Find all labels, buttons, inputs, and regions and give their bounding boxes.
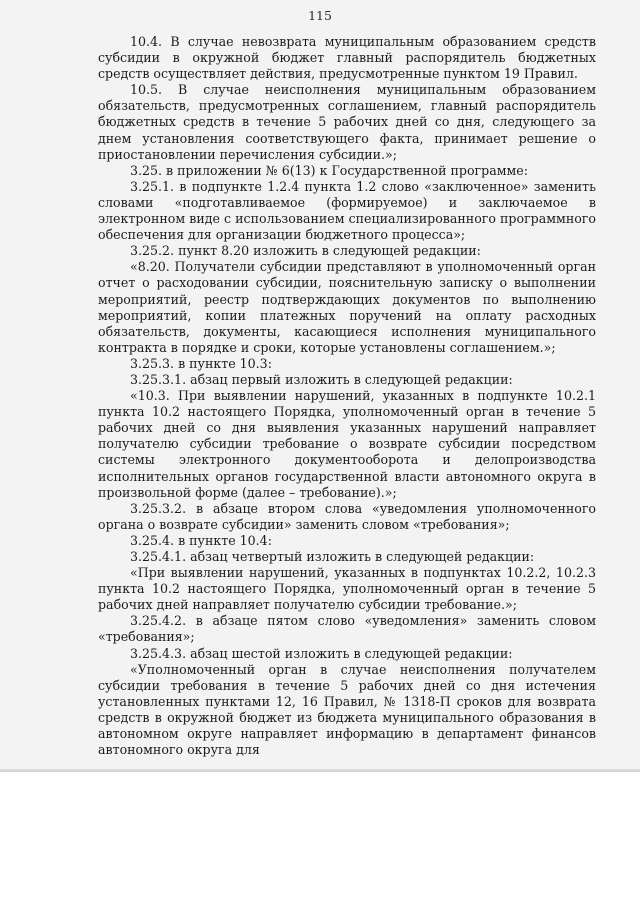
document-body <box>98 34 596 758</box>
paragraph-authorized-body: «Уполномоченный орган в случае неисполнения получателем субсидии требования в течение 5 рабочих дней со дня истечения установленных пунктами 12, 16 Правил, № 1318-П сроков для возврата средств в окружной бюджет из бюджета муниципального образования в автономном округе направляет информацию в департамент финансов автономного округа для <box>98 661 596 758</box>
paragraph-3-25-1: 3.25.1. в подпункте 1.2.4 пункта 1.2 слово «заключенное» заменить словами «подготавливаемое (формируемое) и заключаемое в электронном виде с использованием специализированного программного обеспечения для организации бюджетного процесса»; <box>98 178 596 243</box>
paragraph-3-25: 3.25. в приложении № 6(13) к Государственной программе: <box>130 162 528 178</box>
paragraph-10-4: 10.4. В случае невозврата муниципальным образованием средств субсидии в окружной бюджет главный распорядитель бюджетных средств осуществляет действия, предусмотренные пунктом 19 Правил. <box>98 34 596 82</box>
paragraph-3-25-4-1: 3.25.4.1. абзац четвертый изложить в следующей редакции: <box>130 549 535 564</box>
paragraph-3-25-2: 3.25.2. пункт 8.20 изложить в следующей редакции: <box>130 243 481 259</box>
paragraph-violations-10-2-2: «При выявлении нарушений, указанных в подпунктах 10.2.2, 10.2.3 пункта 10.2 настоящего Порядка, уполномоченный орган в течение 5 рабочих дней направляет получателю субсидии требование.»; <box>98 565 596 613</box>
paragraph-10-3: «10.3. При выявлении нарушений, указанных в подпункте 10.2.1 пункта 10.2 настоящего Порядка, уполномоченный орган в течение 5 рабочих дней со дня выявления указанных нарушений направляет получателю субсидии требование о возврате субсидии посредством системы электронного документооборота и делопроизводства исполнительных органов государственной власти автономного округа в произвольной форме (далее – требование).»; <box>98 388 596 500</box>
paragraph-8-20: «8.20. Получатели субсидии представляют в уполномоченный орган отчет о расходовании субсидии, пояснительную записку о выполнении мероприятий, реестр подтверждающих документов по выполнению мероприятий, копии платежных поручений на оплату расходных обязательств, документы, касающиеся исполнения муниципального контракта в порядке и сроки, которые установлены соглашением.»; <box>98 259 596 355</box>
paragraph-3-25-4-2: 3.25.4.2. в абзаце пятом слово «уведомления» заменить словом «требования»; <box>98 613 596 645</box>
paragraph-3-25-3-1: 3.25.3.1. абзац первый изложить в следующей редакции: <box>130 371 513 387</box>
paragraph-3-25-4: 3.25.4. в пункте 10.4: <box>130 532 272 548</box>
paragraph-3-25-3-2: 3.25.3.2. в абзаце втором слова «уведомления уполномоченного органа о возврате субсидии» заменить словом «требования»; <box>98 500 596 532</box>
page-number: 115 <box>308 8 332 23</box>
paragraph-3-25-3: 3.25.3. в пункте 10.3: <box>130 355 272 371</box>
paragraph-10-5: 10.5. В случае неисполнения муниципальным образованием обязательств, предусмотренных соглашением, главный распорядитель бюджетных средств в течение 5 рабочих дней со дня, следующего за днем установления соответствующего факта, принимает решение о приостановлении перечисления субсидии.»; <box>98 82 596 162</box>
paragraph-3-25-4-3: 3.25.4.3. абзац шестой изложить в следующей редакции: <box>130 645 513 661</box>
